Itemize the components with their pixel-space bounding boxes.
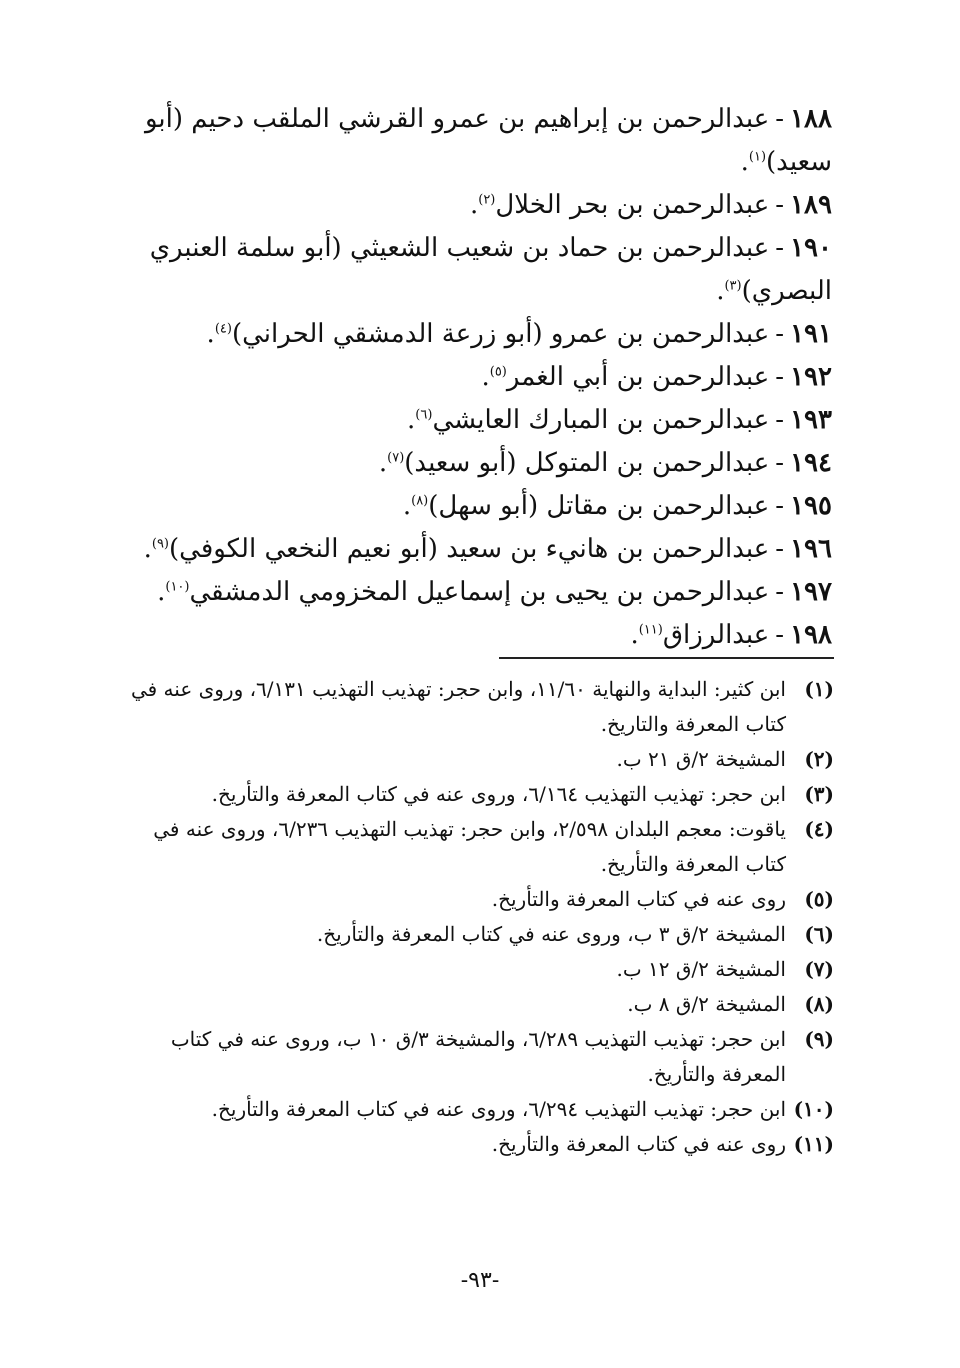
footnote-divider bbox=[499, 657, 834, 659]
footnote-text: المشيخة ٢/ق ٨ ب. bbox=[627, 992, 786, 1016]
footnote-number: (٩) bbox=[804, 1027, 834, 1051]
entry-item: ١٩٨-عبدالرزاق$^{(١١)}$. bbox=[630, 620, 832, 650]
footnote-text: ابن كثير: البداية والنهاية ١١/٦٠، وابن حجر: تهذيب التهذيب ٦/١٣١، وروى عنه في كتاب المعرفة والتاريخ. bbox=[130, 677, 786, 736]
footnote-number: (٧) bbox=[804, 957, 834, 981]
footnote-item bbox=[119, 1092, 834, 1127]
entry-number: ١٩٥ bbox=[790, 491, 832, 521]
footnote-text: المشيخة ٢/ق ١٢ ب. bbox=[616, 957, 786, 981]
entry-text: عبدالرحمن بن أبي الغمر bbox=[506, 362, 770, 392]
footnote-number: (٤) bbox=[804, 817, 834, 841]
footnote-text: روى عنه في كتاب المعرفة والتأريخ. bbox=[491, 887, 786, 911]
entry-number: ١٩٢ bbox=[790, 362, 832, 392]
footnote-text: ابن حجر: تهذيب التهذيب ٦/١٦٤، وروى عنه في كتاب المعرفة والتأريخ. bbox=[211, 782, 786, 806]
footnote-number: (١) bbox=[804, 677, 834, 701]
footnote-number: (٥) bbox=[804, 887, 834, 911]
footnote-reference: (٣) bbox=[724, 278, 742, 294]
footnote-text: ياقوت: معجم البلدان ٢/٥٩٨، وابن حجر: تهذيب التهذيب ٦/٢٣٦، وروى عنه في كتاب المعرفة والتأريخ. bbox=[153, 817, 786, 876]
entry-item: ١٨٩-عبدالرحمن بن بحر الخلال$^{(٢)}$. bbox=[469, 190, 832, 220]
entry-text: عبدالرحمن بن إبراهيم بن عمرو القرشي الملقب دحيم (أبو سعيد) bbox=[144, 104, 832, 177]
footnote-reference: (١٠) bbox=[165, 579, 190, 595]
footnote-reference: (٢) bbox=[478, 192, 496, 208]
footnote-item bbox=[119, 812, 834, 882]
entry-text: عبدالرحمن بن بحر الخلال bbox=[495, 190, 770, 220]
footnote-item bbox=[119, 672, 834, 742]
footnote-text: المشيخة ٢/ق ٣ ب، وروى عنه في كتاب المعرفة والتأريخ. bbox=[316, 922, 786, 946]
footnote-reference: (٧) bbox=[387, 450, 405, 466]
footnote-reference: (٨) bbox=[411, 493, 429, 509]
footnote-reference: (١١) bbox=[638, 622, 663, 638]
footnote-number: (١١) bbox=[793, 1132, 834, 1156]
entry-number: ١٩٨ bbox=[790, 620, 832, 650]
footnote-text: ابن حجر: تهذيب التهذيب ٦/٢٨٩، والمشيخة ٣/ق ١٠ ب، وروى عنه في كتاب المعرفة والتأريخ. bbox=[170, 1027, 786, 1086]
footnote-reference: (٤) bbox=[214, 321, 232, 337]
entry-item: ١٩٦-عبدالرحمن بن هانيء بن سعيد (أبو نعيم النخعي الكوفي)$^{(٩)}$. bbox=[143, 534, 832, 564]
footnote-reference: (٦) bbox=[415, 407, 433, 423]
footnote-reference: (١) bbox=[748, 149, 767, 165]
footnote-list bbox=[119, 672, 834, 1162]
entry-number: ١٩٧ bbox=[790, 577, 832, 607]
footnote-item bbox=[119, 742, 834, 777]
page-number: -٩٣- bbox=[460, 1268, 500, 1293]
entry-number: ١٩٦ bbox=[790, 534, 832, 564]
footnote-item bbox=[119, 952, 834, 987]
entry-text: عبدالرحمن بن هانيء بن سعيد (أبو نعيم النخعي الكوفي) bbox=[169, 534, 770, 564]
footnote-text: المشيخة ٢/ق ٢١ ب. bbox=[616, 747, 786, 771]
entry-item: ١٩٧-عبدالرحمن بن يحيى بن إسماعيل المخزومي الدمشقي$^{(١٠)}$. bbox=[157, 577, 832, 607]
entry-text: عبدالرحمن بن المتوكل (أبو سعيد) bbox=[404, 448, 770, 478]
entry-text: عبدالرحمن بن حماد بن شعيب الشعيثي (أبو سلمة العنبري البصري) bbox=[149, 233, 832, 306]
entry-text: عبدالرحمن بن عمرو (أبو زرعة الدمشقي الحراني) bbox=[231, 319, 770, 349]
entry-text: عبدالرحمن بن مقاتل (أبو سهل) bbox=[428, 491, 770, 521]
entry-item: ١٨٨-عبدالرحمن بن إبراهيم بن عمرو القرشي الملقب دحيم (أبو سعيد)$^{(١)}$. bbox=[144, 104, 832, 177]
entry-text: عبدالرحمن بن المبارك العايشي bbox=[432, 405, 770, 435]
entry-text: عبدالرزاق bbox=[662, 620, 770, 650]
footnote-text: ابن حجر: تهذيب التهذيب ٦/٢٩٤، وروى عنه في كتاب المعرفة والتأريخ. bbox=[211, 1097, 786, 1121]
footnote-text: روى عنه في كتاب المعرفة والتأريخ. bbox=[491, 1132, 786, 1156]
footnote-reference: (٥) bbox=[489, 364, 507, 380]
entry-number: ١٩٤ bbox=[790, 448, 832, 478]
entry-list bbox=[132, 98, 832, 657]
footnote-number: (٣) bbox=[804, 782, 834, 806]
entry-number: ١٨٩ bbox=[790, 190, 832, 220]
footnote-number: (٦) bbox=[804, 922, 834, 946]
footnote-item bbox=[119, 777, 834, 812]
footnote-item bbox=[119, 1127, 834, 1162]
entry-number: ١٩١ bbox=[790, 319, 832, 349]
entry-number: ١٨٨ bbox=[790, 104, 832, 134]
footnote-number: (١٠) bbox=[793, 1097, 834, 1121]
entry-text: عبدالرحمن بن يحيى بن إسماعيل المخزومي الدمشقي bbox=[189, 577, 770, 607]
footnote-number: (٢) bbox=[804, 747, 834, 771]
entry-item: ١٩٣-عبدالرحمن بن المبارك العايشي$^{(٦)}$. bbox=[407, 405, 832, 435]
entry-number: ١٩٣ bbox=[790, 405, 832, 435]
footnote-item bbox=[119, 882, 834, 917]
entry-number: ١٩٠ bbox=[790, 233, 832, 263]
footnote-reference: (٩) bbox=[151, 536, 169, 552]
entry-item: ١٩٠-عبدالرحمن بن حماد بن شعيب الشعيثي (أبو سلمة العنبري البصري)$^{(٣)}$. bbox=[149, 233, 832, 306]
footnote-number: (٨) bbox=[804, 992, 834, 1016]
entry-item: ١٩١-عبدالرحمن بن عمرو (أبو زرعة الدمشقي الحراني)$^{(٤)}$. bbox=[206, 319, 832, 349]
footnote-item bbox=[119, 917, 834, 952]
entry-item: ١٩٤-عبدالرحمن بن المتوكل (أبو سعيد)$^{(٧)}$. bbox=[378, 448, 832, 478]
footnote-item bbox=[119, 1022, 834, 1092]
entry-item: ١٩٥-عبدالرحمن بن مقاتل (أبو سهل)$^{(٨)}$. bbox=[402, 491, 832, 521]
footnote-item bbox=[119, 987, 834, 1022]
entry-item: ١٩٢-عبدالرحمن بن أبي الغمر$^{(٥)}$. bbox=[481, 362, 832, 392]
